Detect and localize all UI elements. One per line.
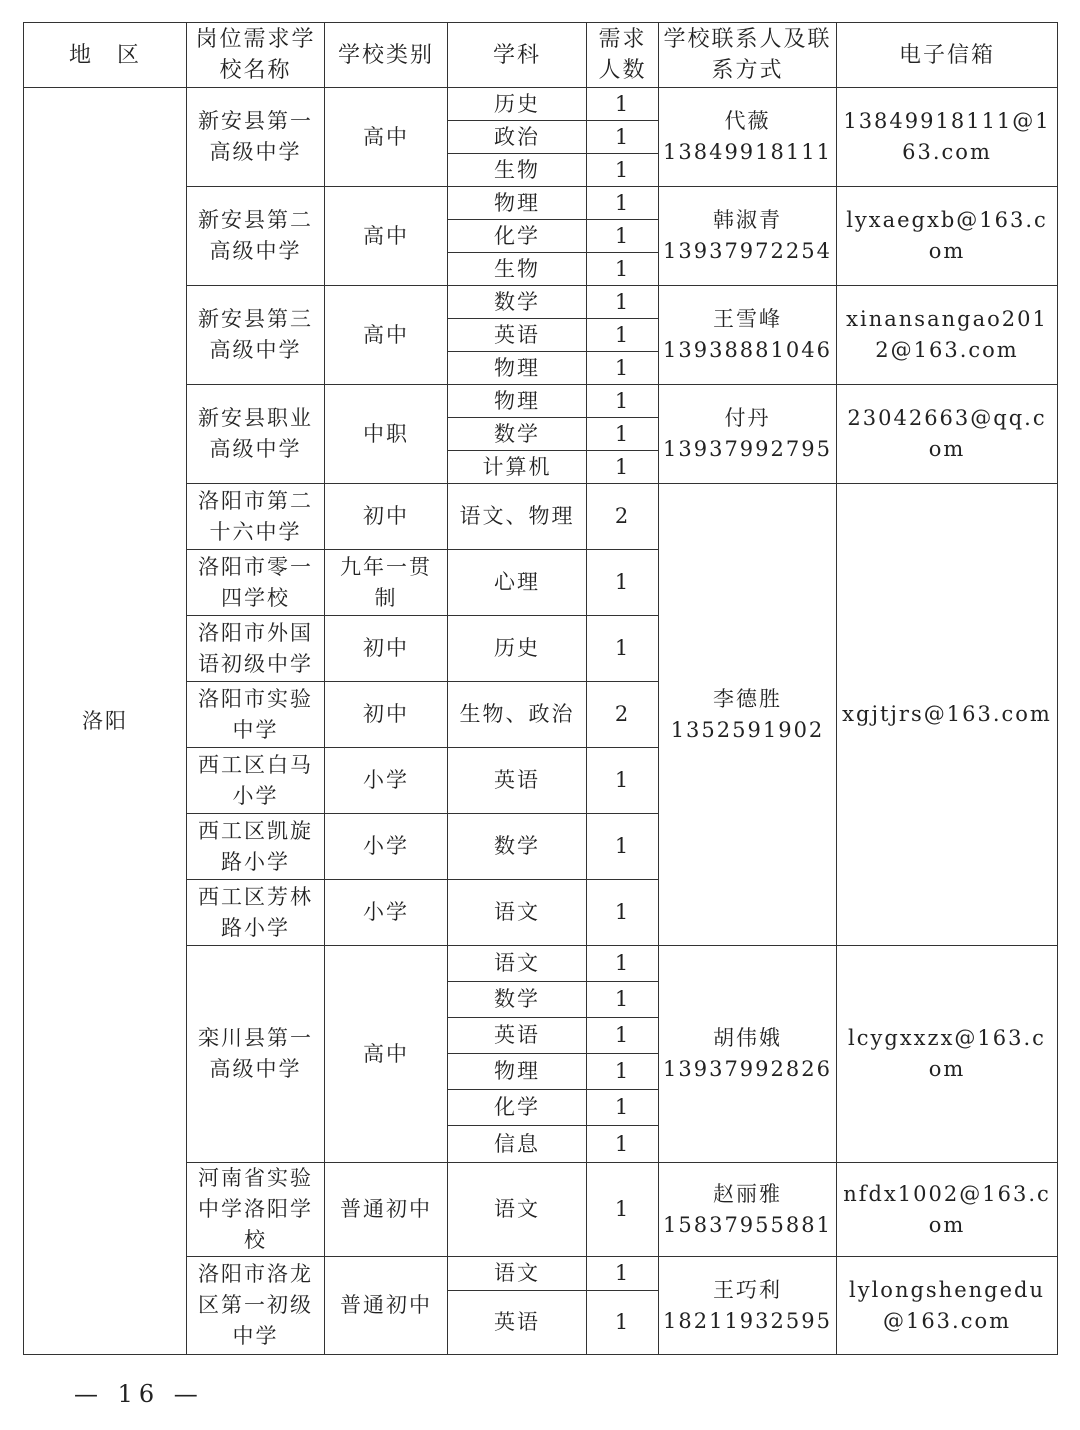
header-region: 地 区 — [24, 23, 187, 88]
subject-cell-text: 化学 — [494, 1095, 540, 1119]
count-cell — [587, 748, 659, 814]
count-cell-text: 1 — [614, 636, 631, 660]
subject-cell — [448, 352, 587, 385]
header-email: 电子信箱 — [837, 23, 1058, 88]
count-cell-text: 1 — [614, 1095, 631, 1119]
count-cell-text: 1 — [614, 900, 631, 924]
count-cell — [587, 616, 659, 682]
count-cell-text: 1 — [614, 768, 631, 792]
subject-cell-text: 数学 — [494, 421, 540, 446]
region-cell-text: 洛阳 — [82, 708, 128, 733]
subject-cell-text: 语文、物理 — [459, 504, 575, 528]
school-name — [187, 286, 325, 385]
contact-phone: 13937992826 — [663, 1057, 832, 1081]
subject-cell — [448, 286, 587, 319]
school-name-text: 新安县职业高级中学 — [198, 406, 313, 461]
school-type — [325, 682, 448, 748]
subject-cell-text: 语文 — [494, 1197, 540, 1221]
subject-cell — [448, 550, 587, 616]
header-row — [24, 23, 1058, 88]
subject-cell-text: 语文 — [494, 1261, 540, 1285]
subject-cell-text: 历史 — [494, 636, 540, 660]
school-name — [187, 484, 325, 550]
count-cell — [587, 88, 659, 121]
school-name-text: 河南省实验中学洛阳学校 — [198, 1166, 313, 1252]
school-type — [325, 1163, 448, 1257]
count-cell — [587, 451, 659, 484]
subject-cell — [448, 484, 587, 550]
count-cell — [587, 1163, 659, 1257]
count-cell-text: 1 — [614, 322, 631, 347]
email-cell — [837, 1163, 1058, 1257]
subject-cell-text: 英语 — [494, 1023, 540, 1047]
count-cell — [587, 814, 659, 880]
page-number: — 16 — — [74, 1380, 204, 1408]
school-name-text: 新安县第一高级中学 — [198, 109, 313, 164]
school-name — [187, 1163, 325, 1257]
header-contact: 学校联系人及联系方式 — [659, 23, 837, 88]
subject-cell-text: 生物、政治 — [459, 702, 575, 726]
count-cell-text: 1 — [614, 834, 631, 858]
school-name-text: 洛阳市实验中学 — [198, 686, 313, 742]
count-cell — [587, 187, 659, 220]
subject-cell-text: 数学 — [494, 289, 540, 314]
count-cell — [587, 121, 659, 154]
school-name — [187, 682, 325, 748]
count-cell-text: 1 — [614, 1261, 631, 1285]
subject-cell — [448, 748, 587, 814]
contact-phone: 18211932595 — [663, 1308, 832, 1333]
school-type-text: 高中 — [363, 1041, 409, 1066]
subject-cell — [448, 880, 587, 946]
count-cell — [587, 1090, 659, 1126]
subject-cell-text: 信息 — [494, 1131, 540, 1156]
subject-cell — [448, 1257, 587, 1291]
count-cell-text: 2 — [614, 702, 631, 726]
school-type — [325, 1257, 448, 1355]
contact-phone: 15837955881 — [663, 1212, 832, 1237]
header-count: 需求人数 — [587, 23, 659, 88]
subject-cell — [448, 253, 587, 286]
school-name — [187, 88, 325, 187]
contact-cell — [659, 187, 837, 286]
contact-phone: 13849918111 — [663, 140, 832, 164]
school-name — [187, 880, 325, 946]
count-cell-text: 1 — [614, 421, 631, 446]
school-name-text: 洛阳市第二十六中学 — [198, 488, 313, 544]
subject-cell-text: 物理 — [494, 388, 540, 413]
subject-cell-text: 物理 — [494, 190, 540, 215]
subject-cell — [448, 682, 587, 748]
school-type — [325, 814, 448, 880]
contact-phone: 1352591902 — [670, 717, 825, 742]
email-cell — [837, 88, 1058, 187]
subject-cell-text: 物理 — [494, 1059, 540, 1083]
school-name-text: 栾川县第一高级中学 — [198, 1026, 313, 1081]
subject-cell — [448, 982, 587, 1018]
school-type-text: 小学 — [363, 900, 409, 924]
school-name-text: 西工区白马小学 — [198, 752, 313, 808]
school-name — [187, 814, 325, 880]
contact-cell — [659, 1257, 837, 1355]
table-body — [24, 88, 1058, 1355]
school-type — [325, 880, 448, 946]
table-row — [24, 88, 1058, 121]
email-cell-text: lcygxxzx@163.com — [848, 1026, 1046, 1081]
school-type-text: 小学 — [363, 768, 409, 792]
school-type — [325, 616, 448, 682]
subject-cell-text: 心理 — [494, 570, 540, 594]
email-cell — [837, 286, 1058, 385]
school-type-text: 九年一贯制 — [340, 554, 432, 610]
count-cell — [587, 286, 659, 319]
count-cell-text: 1 — [614, 1197, 631, 1221]
count-cell — [587, 352, 659, 385]
subject-cell — [448, 1291, 587, 1355]
subject-cell — [448, 220, 587, 253]
email-cell — [837, 385, 1058, 484]
count-cell — [587, 1018, 659, 1054]
contact-cell — [659, 385, 837, 484]
count-cell — [587, 484, 659, 550]
school-name-text: 西工区芳林路小学 — [198, 884, 313, 940]
count-cell-text: 1 — [614, 190, 631, 215]
subject-cell — [448, 88, 587, 121]
count-cell-text: 1 — [614, 124, 631, 149]
contact-name: 赵丽雅 — [713, 1181, 782, 1206]
school-name — [187, 550, 325, 616]
subject-cell-text: 物理 — [494, 355, 540, 380]
count-cell-text: 1 — [614, 91, 631, 116]
count-cell-text: 2 — [614, 504, 631, 528]
school-name-text: 洛阳市外国语初级中学 — [198, 620, 313, 676]
count-cell — [587, 1291, 659, 1355]
subject-cell — [448, 946, 587, 982]
header-subject: 学科 — [448, 23, 587, 88]
school-type — [325, 484, 448, 550]
count-cell — [587, 946, 659, 982]
count-cell — [587, 253, 659, 286]
email-cell — [837, 484, 1058, 946]
school-name-text: 新安县第三高级中学 — [198, 307, 313, 362]
contact-phone: 13937992795 — [663, 437, 832, 461]
contact-cell — [659, 1163, 837, 1257]
school-name-text: 洛阳市洛龙区第一初级中学 — [198, 1262, 313, 1348]
contact-phone: 13938881046 — [663, 338, 832, 362]
count-cell-text: 1 — [614, 289, 631, 314]
subject-cell — [448, 616, 587, 682]
count-cell — [587, 220, 659, 253]
subject-cell-text: 计算机 — [482, 454, 552, 479]
contact-cell — [659, 946, 837, 1163]
subject-cell — [448, 121, 587, 154]
subject-cell-text: 历史 — [494, 91, 540, 116]
count-cell — [587, 418, 659, 451]
recruitment-table — [23, 22, 1058, 1355]
email-cell-text: 13849918111@163.com — [843, 109, 1051, 164]
contact-cell — [659, 484, 837, 946]
school-type-text: 初中 — [363, 504, 409, 528]
school-type — [325, 88, 448, 187]
contact-name: 代薇 — [724, 109, 771, 133]
count-cell-text: 1 — [614, 355, 631, 380]
header-school: 岗位需求学校名称 — [187, 23, 325, 88]
subject-cell — [448, 319, 587, 352]
subject-cell-text: 生物 — [494, 256, 540, 281]
count-cell — [587, 550, 659, 616]
count-cell-text: 1 — [614, 1310, 631, 1334]
count-cell-text: 1 — [614, 256, 631, 281]
school-type-text: 普通初中 — [340, 1293, 432, 1317]
count-cell-text: 1 — [614, 1131, 631, 1156]
count-cell-text: 1 — [614, 1059, 631, 1083]
school-type — [325, 946, 448, 1163]
subject-cell — [448, 1126, 587, 1163]
subject-cell — [448, 814, 587, 880]
count-cell-text: 1 — [614, 157, 631, 182]
subject-cell-text: 数学 — [494, 834, 540, 858]
subject-cell-text: 英语 — [494, 322, 540, 347]
count-cell-text: 1 — [614, 223, 631, 248]
email-cell-text: nfdx1002@163.com — [843, 1181, 1051, 1237]
email-cell — [837, 187, 1058, 286]
count-cell — [587, 880, 659, 946]
header-type: 学校类别 — [325, 23, 448, 88]
count-cell — [587, 385, 659, 418]
contact-phone: 13937972254 — [663, 239, 832, 263]
subject-cell — [448, 1090, 587, 1126]
contact-name: 李德胜 — [713, 686, 782, 711]
school-type — [325, 286, 448, 385]
email-cell-text: xinansangao2012@163.com — [846, 307, 1048, 362]
school-type-text: 高中 — [363, 322, 409, 347]
subject-cell — [448, 1163, 587, 1257]
contact-cell — [659, 286, 837, 385]
email-cell-text: xgjtjrs@163.com — [842, 702, 1052, 726]
school-type-text: 小学 — [363, 834, 409, 858]
subject-cell — [448, 154, 587, 187]
count-cell — [587, 1257, 659, 1291]
school-type-text: 初中 — [363, 702, 409, 726]
count-cell — [587, 154, 659, 187]
email-cell-text: 23042663@qq.com — [847, 406, 1047, 461]
school-name-text: 西工区凯旋路小学 — [198, 818, 313, 874]
school-name — [187, 1257, 325, 1355]
count-cell — [587, 682, 659, 748]
subject-cell-text: 语文 — [494, 951, 540, 975]
subject-cell-text: 语文 — [494, 900, 540, 924]
school-name — [187, 187, 325, 286]
subject-cell — [448, 418, 587, 451]
subject-cell — [448, 187, 587, 220]
school-name-text: 新安县第二高级中学 — [198, 208, 313, 263]
count-cell-text: 1 — [614, 388, 631, 413]
school-type-text: 高中 — [363, 223, 409, 248]
school-type — [325, 187, 448, 286]
contact-name: 胡伟娥 — [713, 1026, 782, 1050]
school-name — [187, 748, 325, 814]
email-cell — [837, 1257, 1058, 1355]
school-type-text: 初中 — [363, 636, 409, 660]
count-cell-text: 1 — [614, 951, 631, 975]
school-name-text: 洛阳市零一四学校 — [198, 554, 313, 610]
subject-cell-text: 化学 — [494, 223, 540, 248]
count-cell — [587, 982, 659, 1018]
subject-cell-text: 英语 — [494, 1310, 540, 1334]
contact-name: 付丹 — [724, 406, 771, 430]
count-cell-text: 1 — [614, 570, 631, 594]
count-cell — [587, 1126, 659, 1163]
school-type — [325, 385, 448, 484]
subject-cell-text: 英语 — [494, 768, 540, 792]
school-type — [325, 748, 448, 814]
school-type-text: 普通初中 — [340, 1197, 432, 1221]
count-cell-text: 1 — [614, 454, 631, 479]
email-cell-text: lylongshengedu@163.com — [849, 1277, 1045, 1333]
count-cell-text: 1 — [614, 987, 631, 1011]
count-cell-text: 1 — [614, 1023, 631, 1047]
contact-name: 王巧利 — [713, 1277, 782, 1302]
subject-cell-text: 生物 — [494, 157, 540, 182]
subject-cell-text: 数学 — [494, 987, 540, 1011]
subject-cell — [448, 1054, 587, 1090]
school-type-text: 高中 — [363, 124, 409, 149]
contact-cell — [659, 88, 837, 187]
school-name — [187, 385, 325, 484]
count-cell — [587, 1054, 659, 1090]
subject-cell-text: 政治 — [494, 124, 540, 149]
region-cell — [24, 88, 187, 1355]
school-type — [325, 550, 448, 616]
contact-name: 韩淑青 — [713, 208, 782, 232]
contact-name: 王雪峰 — [713, 307, 782, 331]
school-name — [187, 946, 325, 1163]
subject-cell — [448, 385, 587, 418]
subject-cell — [448, 1018, 587, 1054]
school-name — [187, 616, 325, 682]
subject-cell — [448, 451, 587, 484]
email-cell-text: lyxaegxb@163.com — [846, 208, 1048, 263]
email-cell — [837, 946, 1058, 1163]
school-type-text: 中职 — [363, 421, 409, 446]
count-cell — [587, 319, 659, 352]
